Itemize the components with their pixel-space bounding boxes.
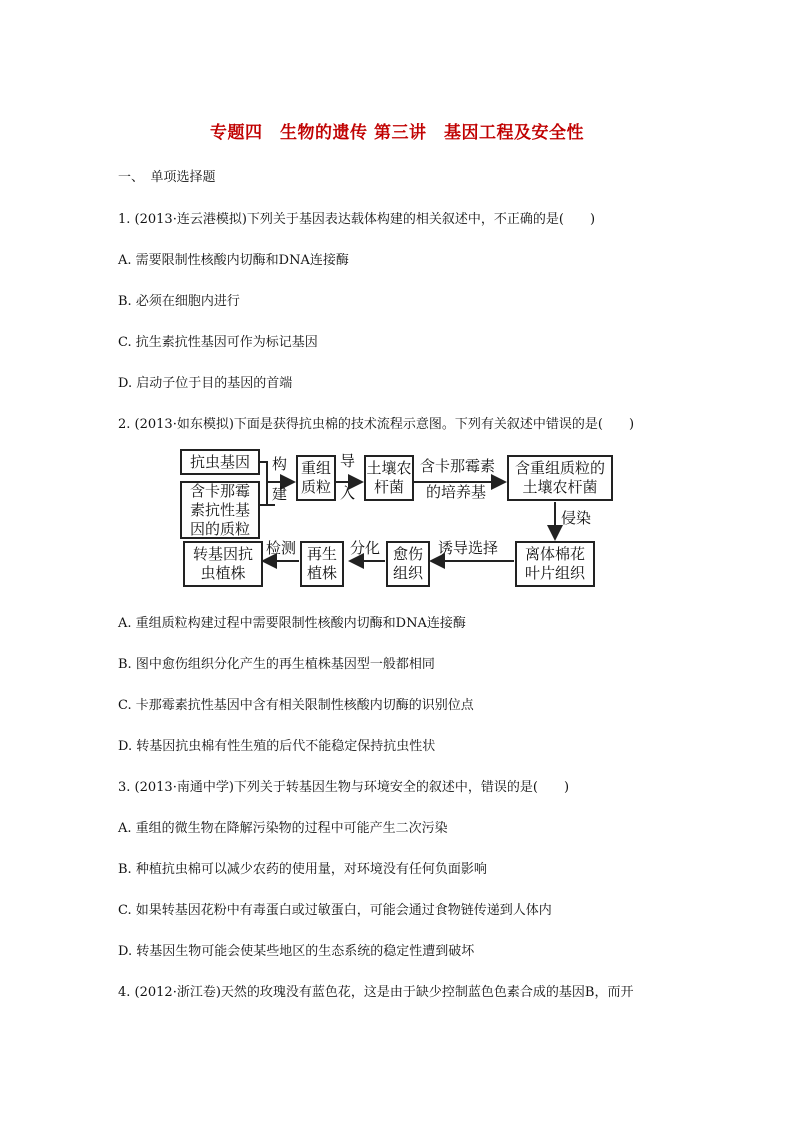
- question-3-option-c: C. 如果转基因花粉中有毒蛋白或过敏蛋白，可能会通过食物链传递到人体内: [118, 903, 552, 918]
- box-agrobacterium-with-plasmid: [507, 455, 613, 501]
- box-text: 组织: [392, 564, 423, 582]
- box-text: 再生: [306, 545, 337, 563]
- question-1-stem: 1. (2013·连云港模拟)下列关于基因表达载体构建的相关叙述中，不正确的是( ): [118, 212, 596, 227]
- label-medium-1: 含卡那霉素: [420, 457, 496, 475]
- label-induce-selection: 诱导选择: [438, 539, 499, 557]
- box-text: 转基因抗: [192, 545, 253, 563]
- question-2-option-d: D. 转基因抗虫棉有性生殖的后代不能稳定保持抗虫性状: [118, 739, 436, 754]
- question-2-option-b: B. 图中愈伤组织分化产生的再生植株基因型一般都相同: [118, 657, 435, 672]
- question-4-stem: 4. (2012·浙江卷)天然的玫瑰没有蓝色花，这是由于缺少控制蓝色色素合成的基因B，而开: [118, 985, 634, 1000]
- question-1-option-c: C. 抗生素抗性基因可作为标记基因: [118, 335, 318, 350]
- box-recombinant-plasmid: [296, 455, 336, 501]
- question-1-option-a: A. 需要限制性核酸内切酶和DNA连接酶: [118, 253, 349, 268]
- box-text: 含重组质粒的: [514, 459, 605, 477]
- box-agrobacterium: [364, 455, 414, 501]
- question-1-option-b: B. 必须在细胞内进行: [118, 294, 240, 309]
- label-medium-2: 的培养基: [426, 483, 487, 501]
- box-insect-resistance-gene: [180, 449, 260, 475]
- section-heading: 一、 单项选择题: [118, 170, 216, 185]
- label-detect: 检测: [266, 539, 297, 557]
- label-infect: 侵染: [561, 509, 592, 527]
- question-3-option-d: D. 转基因生物可能会使某些地区的生态系统的稳定性遭到破坏: [118, 944, 475, 959]
- box-leaf-tissue: [515, 541, 595, 587]
- box-text: 叶片组织: [524, 564, 585, 582]
- box-text: 离体棉花: [524, 545, 585, 563]
- question-2-stem: 2. (2013·如东模拟)下面是获得抗虫棉的技术流程示意图。下列有关叙述中错误的是( ): [118, 417, 635, 432]
- box-text: 愈伤: [392, 545, 423, 563]
- box-text: 含卡那霉: [189, 481, 250, 500]
- label-construct-1: 构: [272, 455, 288, 473]
- box-text: 土壤农杆菌: [522, 478, 598, 496]
- box-regenerated-plant: [300, 541, 344, 587]
- box-text: 虫植株: [200, 564, 246, 582]
- box-kanamycin-plasmid: [180, 481, 260, 539]
- box-text: 植株: [306, 564, 337, 582]
- page-title: 专题四 生物的遗传 第三讲 基因工程及安全性: [210, 123, 584, 143]
- label-differentiate: 分化: [350, 539, 381, 557]
- box-text: 杆菌: [373, 478, 404, 496]
- box-transgenic-plant: [183, 541, 263, 587]
- label-import-2: 入: [340, 484, 356, 502]
- question-3-stem: 3. (2013·南通中学)下列关于转基因生物与环境安全的叙述中，错误的是( ): [118, 780, 570, 795]
- box-callus: [386, 541, 430, 587]
- box-text: 质粒: [300, 478, 331, 496]
- box-text: 抗虫基因: [189, 452, 250, 471]
- box-text: 土壤农: [366, 459, 412, 477]
- box-text: 素抗性基: [189, 500, 250, 519]
- box-text: 因的质粒: [189, 519, 250, 538]
- question-2-option-c: C. 卡那霉素抗性基因中含有相关限制性核酸内切酶的识别位点: [118, 698, 474, 713]
- question-3-option-b: B. 种植抗虫棉可以减少农药的使用量，对环境没有任何负面影响: [118, 862, 487, 877]
- box-text: 重组: [300, 459, 331, 477]
- question-3-option-a: A. 重组的微生物在降解污染物的过程中可能产生二次污染: [118, 821, 448, 836]
- question-1-option-d: D. 启动子位于目的基因的首端: [118, 376, 293, 391]
- question-2-option-a: A. 重组质粒构建过程中需要限制性核酸内切酶和DNA连接酶: [118, 616, 466, 631]
- flowchart-diagram: [180, 449, 620, 589]
- label-import-1: 导: [340, 452, 356, 470]
- label-construct-2: 建: [272, 485, 288, 503]
